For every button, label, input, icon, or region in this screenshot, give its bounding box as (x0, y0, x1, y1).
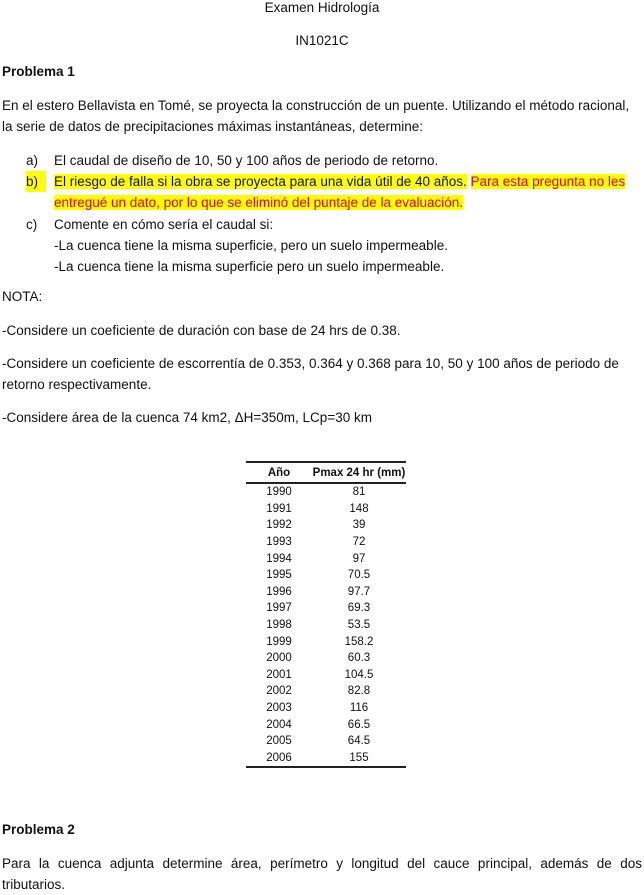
note-runoff: -Considere un coeficiente de escorrentía de 0.353, 0.364 y 0.368 para 10, 50 y 100 años de periodo de retorno respectivamente. (2, 356, 619, 392)
pmax-cell: 82.8 (347, 685, 371, 698)
table-header-row (246, 462, 406, 483)
year-cell: 2003 (266, 702, 292, 715)
pmax-cell: 64.5 (347, 735, 371, 748)
year-cell: 1998 (266, 619, 292, 632)
table-row (246, 667, 406, 684)
table-row (246, 733, 406, 750)
pmax-cell: 66.5 (347, 718, 371, 731)
pmax-cell: 148 (349, 502, 369, 515)
pmax-cell: 155 (312, 750, 406, 768)
year-cell: 2004 (266, 718, 292, 731)
year-cell: 1990 (266, 486, 292, 499)
nota-label: NOTA: (2, 289, 43, 304)
year-cell: 1994 (266, 552, 292, 565)
year-cell: 1995 (266, 569, 292, 582)
pmax-cell: 53.5 (347, 619, 371, 632)
item-b-note: Para esta pregunta no les entregué un dato, por lo que se eliminó del puntaje de la evaluación. (54, 174, 626, 210)
year-cell: 1991 (266, 502, 292, 515)
item-a-text: El caudal de diseño de 10, 50 y 100 años de periodo de retorno. (54, 153, 439, 168)
table-row (246, 550, 406, 567)
year-cell: 2000 (266, 652, 292, 665)
item-b-text: El riesgo de falla si la obra se proyecta para una vida útil de 40 años. (54, 174, 467, 189)
pmax-cell: 97.7 (347, 585, 371, 598)
pmax-cell: 104.5 (344, 668, 374, 681)
course-code: IN1021C (295, 33, 349, 48)
precip-table (246, 461, 406, 768)
year-cell: 2002 (266, 685, 292, 698)
problem2-heading: Problema 2 (2, 822, 75, 837)
year-cell: 2005 (266, 735, 292, 748)
table-row (246, 567, 406, 584)
note-duration: -Considere un coeficiente de duración con base de 24 hrs de 0.38. (2, 323, 401, 338)
year-cell: 2001 (266, 668, 292, 681)
table-row (246, 683, 406, 700)
year-cell: 1992 (266, 519, 292, 532)
table-header-year: Año (246, 462, 312, 483)
pmax-cell: 116 (349, 702, 369, 715)
pmax-cell: 70.5 (347, 569, 371, 582)
table-row (246, 700, 406, 717)
table-row (246, 750, 406, 768)
year-cell: 1996 (266, 585, 292, 598)
pmax-cell: 69.3 (347, 602, 371, 615)
item-c-sub1: -La cuenca tiene la misma superficie, pero un suelo impermeable. (54, 238, 448, 253)
exam-title: Examen Hidrología (264, 0, 380, 15)
problem1-intro: En el estero Bellavista en Tomé, se proyecta la construcción de un puente. Utilizando el método racional, la serie de datos de precipitaciones máximas instantáneas, determine: (2, 98, 630, 134)
table-row (246, 716, 406, 733)
table-row (246, 617, 406, 634)
pmax-cell: 60.3 (347, 652, 371, 665)
pmax-cell: 81 (352, 486, 366, 499)
pmax-cell: 72 (352, 536, 366, 549)
table-row (246, 534, 406, 551)
year-cell: 2006 (246, 750, 312, 768)
table-row (246, 483, 406, 501)
table-header-pmax: Pmax 24 hr (mm) (312, 462, 406, 483)
item-c-label: c) (26, 217, 38, 232)
table-row (246, 633, 406, 650)
table-row (246, 584, 406, 601)
problem2-text: Para la cuenca adjunta determine área, perímetro y longitud del cauce principal, además de dos tributarios. (2, 856, 642, 892)
item-c-sub2: -La cuenca tiene la misma superficie pero un suelo impermeable. (54, 259, 445, 274)
year-cell: 1999 (266, 635, 292, 648)
item-b-label: b) (26, 171, 46, 192)
pmax-cell: 39 (352, 519, 366, 532)
table-row (246, 517, 406, 534)
table-row (246, 600, 406, 617)
table-row (246, 650, 406, 667)
table-row (246, 501, 406, 518)
year-cell: 1993 (266, 536, 292, 549)
note-area: -Considere área de la cuenca 74 km2, ΔH=350m, LCp=30 km (2, 410, 372, 425)
pmax-cell: 158.2 (344, 635, 374, 648)
table-body (246, 483, 406, 767)
pmax-cell: 97 (352, 552, 366, 565)
year-cell: 1997 (266, 602, 292, 615)
item-c-text: Comente en cómo sería el caudal si: (54, 217, 274, 232)
problem1-heading: Problema 1 (2, 64, 75, 79)
item-a-label: a) (26, 153, 39, 168)
